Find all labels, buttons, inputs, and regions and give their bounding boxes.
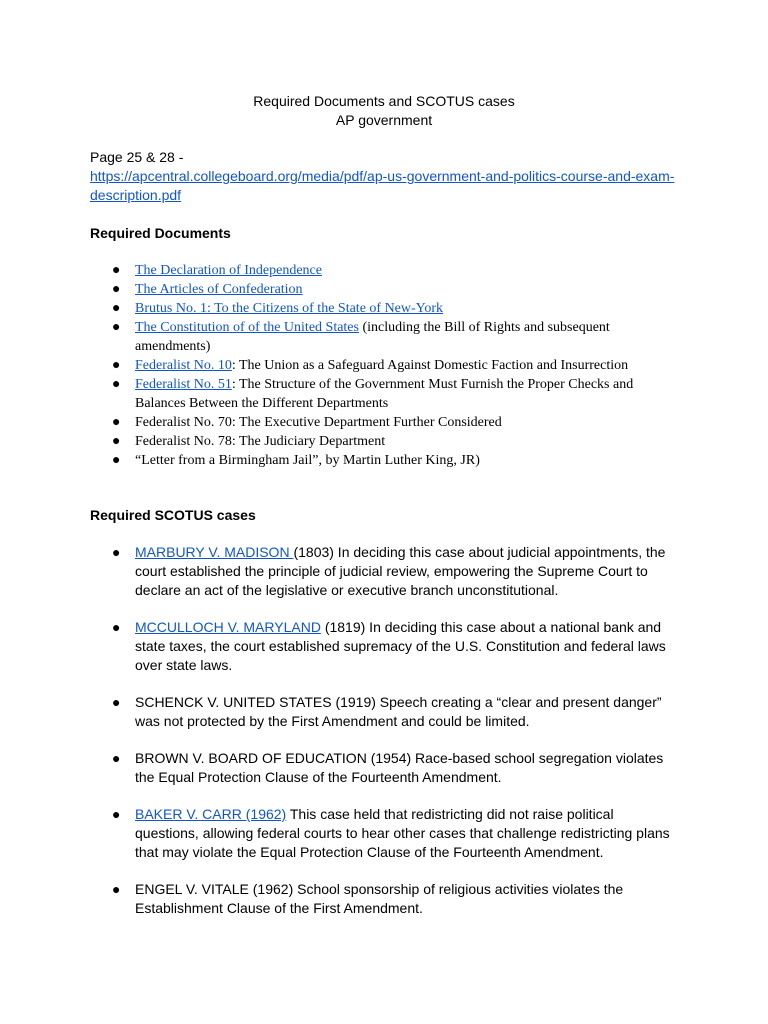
bullet-icon: ● — [112, 694, 121, 710]
cases-list — [90, 543, 670, 936]
document-item — [90, 375, 650, 413]
document-link[interactable]: The Articles of Confederation — [135, 282, 303, 297]
bullet-icon: ● — [112, 619, 121, 635]
case-description: ENGEL V. VITALE (1962) School sponsorship of religious activities violates the Establishment Clause of the First Amendment. — [135, 881, 624, 916]
case-item — [90, 543, 670, 600]
case-description: (1819) In deciding this case about a national bank and state taxes, the court established supremacy of the U.S. Constitution and federal laws over state laws. — [135, 619, 666, 673]
reference-prefix: Page 25 & 28 - — [90, 149, 184, 165]
case-link[interactable]: MARBURY V. MADISON — [135, 544, 294, 560]
document-item — [90, 280, 650, 299]
bullet-icon: ● — [112, 806, 121, 822]
case-link[interactable]: BAKER V. CARR (1962) — [135, 806, 287, 822]
bullet-icon: ● — [112, 750, 121, 766]
bullet-icon: ● — [112, 320, 121, 335]
document-link[interactable]: Federalist No. 10 — [135, 358, 232, 373]
case-item — [90, 880, 670, 918]
reference-block — [90, 148, 680, 205]
required-documents-heading: Required Documents — [90, 225, 231, 241]
case-item — [90, 749, 670, 787]
document-description: : The Structure of the Government Must Furnish the Proper Checks and Balances Between the Different Departments — [135, 377, 634, 411]
document-item — [90, 451, 650, 470]
document-description: Federalist No. 70: The Executive Department Further Considered — [135, 415, 502, 430]
document-description: “Letter from a Birmingham Jail”, by Martin Luther King, JR) — [135, 453, 480, 468]
bullet-icon: ● — [112, 263, 121, 278]
bullet-icon: ● — [112, 434, 121, 449]
bullet-icon: ● — [112, 544, 121, 560]
case-item — [90, 618, 670, 675]
required-cases-heading: Required SCOTUS cases — [90, 507, 256, 523]
document-link[interactable]: Brutus No. 1: To the Citizens of the State of New-York — [135, 301, 444, 316]
case-item — [90, 805, 670, 862]
bullet-icon: ● — [112, 377, 121, 392]
page-subtitle: AP government — [335, 112, 433, 128]
case-description: This case held that redistricting did not raise political questions, allowing federal courts to hear other cases that challenge redistricting plans that may violate the Equal Protection Clause of the Fourteenth Amendment. — [135, 806, 670, 860]
document-description: (including the Bill of Rights and subsequent amendments) — [135, 320, 610, 354]
document-link[interactable]: The Constitution of of the United States — [135, 320, 359, 335]
document-link[interactable]: The Declaration of Independence — [135, 263, 322, 278]
document-description: Federalist No. 78: The Judiciary Department — [135, 434, 386, 449]
case-description: BROWN V. BOARD OF EDUCATION (1954) Race-based school segregation violates the Equal Protection Clause of the Fourteenth Amendment. — [135, 750, 664, 785]
documents-list — [90, 261, 650, 470]
bullet-icon: ● — [112, 282, 121, 297]
course-description-link[interactable]: https://apcentral.collegeboard.org/media/pdf/ap-us-government-and-politics-course-and-exam-description.pdf — [90, 168, 675, 203]
document-item — [90, 432, 650, 451]
page-title: Required Documents and SCOTUS cases — [253, 93, 515, 109]
document-item — [90, 261, 650, 280]
document-item — [90, 299, 650, 318]
document-link[interactable]: Federalist No. 51 — [135, 377, 232, 392]
case-description: SCHENCK V. UNITED STATES (1919) Speech creating a “clear and present danger” was not protected by the First Amendment and could be limited. — [135, 694, 662, 729]
bullet-icon: ● — [112, 415, 121, 430]
bullet-icon: ● — [112, 358, 121, 373]
document-item — [90, 356, 650, 375]
document-item — [90, 413, 650, 432]
case-description: (1803) In deciding this case about judicial appointments, the court established the principle of judicial review, empowering the Supreme Court to declare an act of the legislative or executive branch unconstitutional. — [135, 544, 666, 598]
bullet-icon: ● — [112, 301, 121, 316]
document-item — [90, 318, 650, 356]
document-description: : The Union as a Safeguard Against Domestic Faction and Insurrection — [231, 358, 629, 373]
bullet-icon: ● — [112, 453, 121, 468]
case-item — [90, 693, 670, 731]
bullet-icon: ● — [112, 881, 121, 897]
case-link[interactable]: MCCULLOCH V. MARYLAND — [135, 619, 321, 635]
